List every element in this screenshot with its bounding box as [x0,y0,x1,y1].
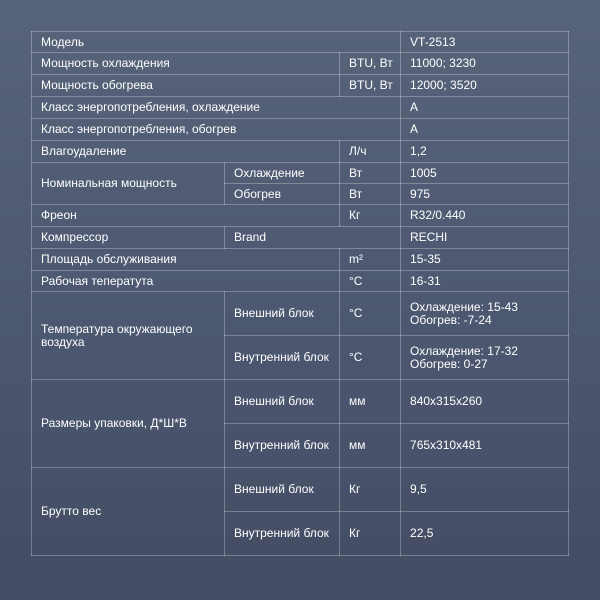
spec-value: 1005 [401,163,569,184]
spec-value-line: Обогрев: -7-24 [410,312,492,327]
spec-label: Температура окружающего воздуха [32,292,225,380]
spec-label: Модель [32,32,401,53]
spec-unit: °C [340,292,401,336]
spec-sublabel: Внутренний блок [225,512,340,556]
spec-row-energy-class-heating [32,119,569,141]
spec-label: Влагоудаление [32,141,340,163]
spec-row-dehumidification [32,141,569,163]
spec-label: Мощность обогрева [32,75,340,97]
spec-sublabel: Внешний блок [225,380,340,424]
spec-value: R32/0.440 [401,205,569,227]
spec-value: 840x315x260 [401,380,569,424]
spec-unit: Вт [340,184,401,205]
spec-row-cooling-power [32,53,569,75]
spec-value: 22,5 [401,512,569,556]
spec-unit: Кг [340,468,401,512]
spec-unit: Вт [340,163,401,184]
spec-value: A [401,97,569,119]
spec-value: 11000; 3230 [401,53,569,75]
spec-value: 1,2 [401,141,569,163]
spec-row-energy-class-cooling [32,97,569,119]
spec-label: Компрессор [32,227,225,249]
spec-unit: BTU, Вт [340,75,401,97]
spec-label: Мощность охлаждения [32,53,340,75]
spec-value: VT-2513 [401,32,569,53]
spec-label: Площадь обслуживания [32,249,340,271]
spec-sublabel: Внутренний блок [225,424,340,468]
spec-row-heating-power [32,75,569,97]
spec-sublabel: Внутренний блок [225,336,340,380]
spec-value: 765x310x481 [401,424,569,468]
spec-value: RECHI [401,227,569,249]
spec-value-line: Обогрев: 0-27 [410,356,488,371]
spec-label: Класс энергопотребления, охлаждение [32,97,401,119]
spec-value [401,292,569,336]
spec-row-model [32,32,569,53]
spec-value: 9,5 [401,468,569,512]
spec-sublabel: Охлаждение [225,163,340,184]
spec-row-refrigerant [32,205,569,227]
spec-label: Класс энергопотребления, обогрев [32,119,401,141]
spec-label: Рабочая теператута [32,271,340,292]
spec-unit: m² [340,249,401,271]
spec-row-operating-temp [32,271,569,292]
spec-value: A [401,119,569,141]
spec-sublabel: Обогрев [225,184,340,205]
spec-row-compressor [32,227,569,249]
spec-value: 975 [401,184,569,205]
spec-value: 16-31 [401,271,569,292]
spec-value-line: Охлаждение: 17-32 [410,343,518,358]
spec-label: Размеры упаковки, Д*Ш*В [32,380,225,468]
spec-value: 12000; 3520 [401,75,569,97]
specifications-table [31,31,569,556]
spec-value: 15-35 [401,249,569,271]
spec-row-service-area [32,249,569,271]
spec-unit: Л/ч [340,141,401,163]
spec-row-nominal-power-cooling [32,163,569,184]
spec-row-ambient-temp-outdoor [32,292,569,336]
spec-row-package-size-outdoor [32,380,569,424]
spec-unit: мм [340,424,401,468]
spec-label: Брутто вес [32,468,225,556]
spec-value [401,336,569,380]
spec-sublabel: Внешний блок [225,468,340,512]
spec-value-line: Охлаждение: 15-43 [410,299,518,314]
spec-unit: °C [340,271,401,292]
spec-unit: °C [340,336,401,380]
spec-label: Номинальная мощность [32,163,225,205]
spec-unit: Кг [340,512,401,556]
spec-row-gross-weight-outdoor [32,468,569,512]
spec-unit: Кг [340,205,401,227]
spec-unit: мм [340,380,401,424]
spec-sublabel: Brand [225,227,401,249]
spec-unit: BTU, Вт [340,53,401,75]
spec-sublabel: Внешний блок [225,292,340,336]
spec-label: Фреон [32,205,340,227]
